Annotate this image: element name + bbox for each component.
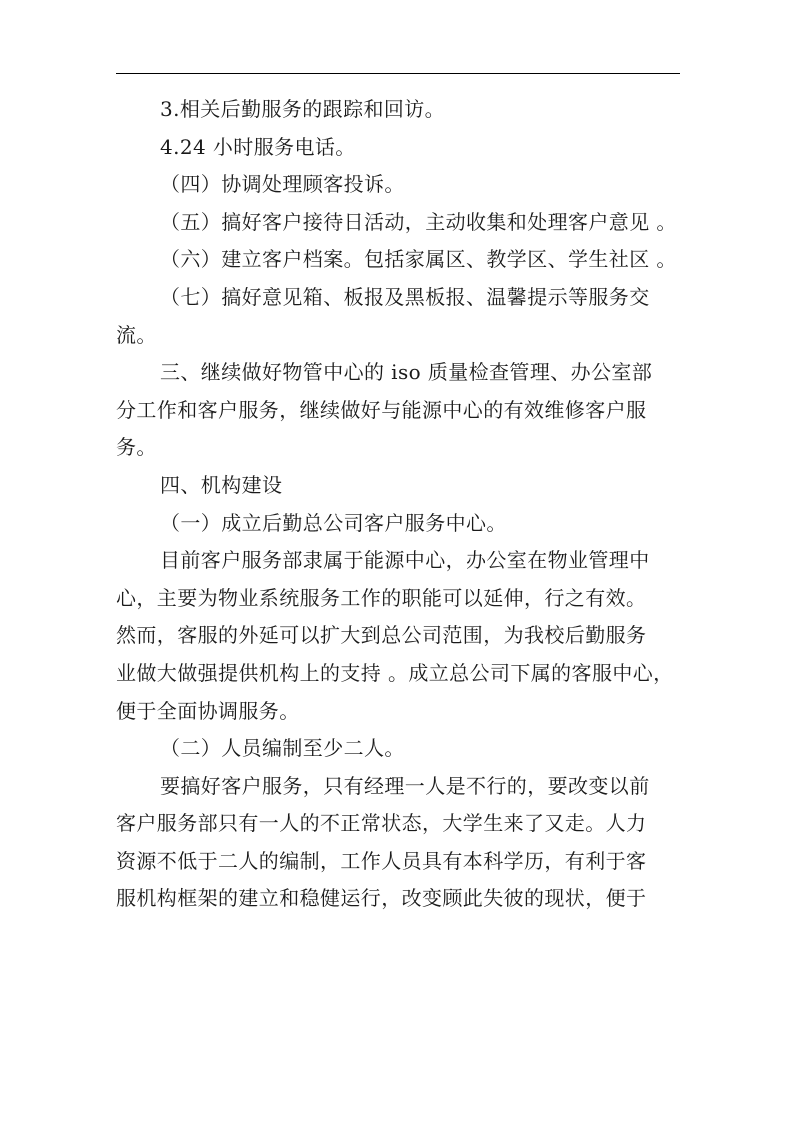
paragraph-line: 然而，客服的外延可以扩大到总公司范围，为我校后勤服务 — [116, 623, 647, 648]
paragraph-line: 4.24 小时服务电话。 — [160, 134, 356, 159]
paragraph-line: 目前客户服务部隶属于能源中心，办公室在物业管理中 — [160, 548, 650, 573]
paragraph-line: （二）人员编制至少二人。 — [160, 736, 405, 761]
paragraph-line: （一）成立后勤总公司客户服务中心。 — [160, 510, 507, 535]
paragraph-line: 心，主要为物业系统服务工作的职能可以延伸，行之有效。 — [116, 585, 647, 610]
paragraph-line: 分工作和客户服务，继续做好与能源中心的有效维修客户服 — [116, 397, 647, 422]
section-heading: 四、机构建设 — [160, 472, 283, 497]
paragraph-line: 便于全面协调服务。 — [116, 698, 300, 723]
paragraph-line: 资源不低于二人的编制，工作人员具有本科学历，有利于客 — [116, 848, 647, 873]
paragraph-line: 要搞好客户服务，只有经理一人是不行的，要改变以前 — [160, 773, 650, 798]
header-rule — [116, 73, 680, 74]
paragraph-line: 三、继续做好物管中心的 iso 质量检查管理、办公室部 — [160, 360, 653, 385]
paragraph-line: （五）搞好客户接待日活动，主动收集和处理客户意见 。 — [160, 209, 677, 234]
paragraph-line: 服机构框架的建立和稳健运行，改变顾此失彼的现状，便于 — [116, 886, 647, 911]
paragraph-line: 客户服务部只有一人的不正常状态，大学生来了又走。人力 — [116, 811, 647, 836]
paragraph-line: （六）建立客户档案。包括家属区、教学区、学生社区 。 — [160, 247, 677, 272]
paragraph-line: 3.相关后勤服务的跟踪和回访。 — [160, 97, 446, 121]
document-body — [116, 91, 682, 918]
paragraph-line: 务。 — [116, 435, 157, 460]
paragraph-line: （四）协调处理顾客投诉。 — [160, 172, 405, 197]
paragraph-line: 业做大做强提供机构上的支持 。成立总公司下属的客服中心， — [116, 660, 674, 685]
paragraph-line: （七）搞好意见箱、板报及黑板报、温馨提示等服务交 — [160, 284, 650, 309]
paragraph-line: 流。 — [116, 322, 157, 347]
